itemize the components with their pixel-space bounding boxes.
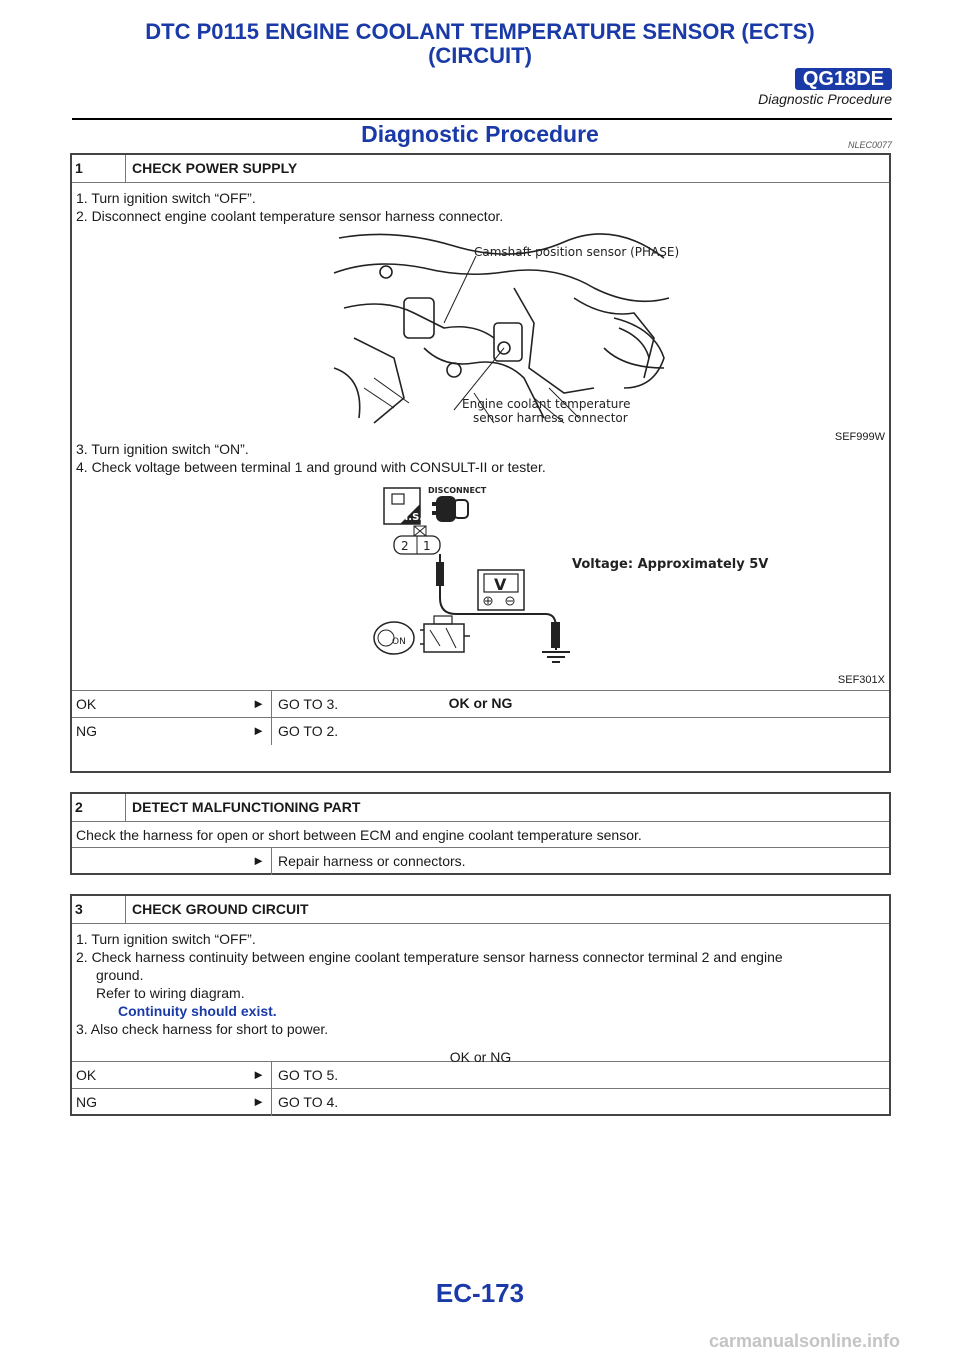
instruction-line: 1. Turn ignition switch “OFF”. — [76, 931, 256, 947]
step-number: 3 — [72, 896, 126, 923]
result-label: NG — [76, 1094, 97, 1110]
header-subtitle: Diagnostic Procedure — [758, 91, 892, 107]
ts-label: T.S. — [403, 512, 424, 523]
key-on-label: ON — [392, 637, 406, 647]
ok-ng-question: OK or NG — [449, 1049, 512, 1065]
instruction-line: ground. — [96, 967, 144, 983]
result-row-ng — [72, 1089, 889, 1116]
step-3-box — [70, 894, 891, 1116]
instruction-line: 2. Disconnect engine coolant temperature sensor harness connector. — [76, 208, 504, 224]
instruction-line: 3. Turn ignition switch “ON”. — [76, 441, 249, 457]
arrow-right-icon: ► — [252, 1067, 265, 1082]
step-title: CHECK GROUND CIRCUIT — [132, 901, 309, 917]
ts-icon — [384, 488, 423, 524]
page-title: Diagnostic Procedure — [361, 121, 599, 147]
result-action[interactable]: GO TO 5. — [278, 1067, 339, 1083]
section-title-line1: DTC P0115 ENGINE COOLANT TEMPERATURE SENSOR (ECTS) — [145, 19, 815, 44]
instruction-line: Refer to wiring diagram. — [96, 985, 245, 1001]
step-1-box — [70, 153, 891, 773]
spec-text: Continuity should exist. — [118, 1003, 277, 1019]
instruction-line: 1. Turn ignition switch “OFF”. — [76, 190, 256, 206]
engine-bay-illustration — [334, 228, 680, 428]
instruction-line: Check the harness for open or short between ECM and engine coolant temperature sensor. — [76, 827, 642, 843]
instruction-line: 2. Check harness continuity between engine coolant temperature sensor harness connector terminal 2 and engine — [76, 949, 783, 965]
figure-label: sensor harness connector — [473, 411, 628, 425]
engine-icon — [420, 616, 470, 652]
terminal-1: 1 — [423, 539, 431, 553]
watermark: carmanualsonline.info — [708, 1331, 900, 1351]
result-action[interactable]: GO TO 2. — [278, 723, 339, 739]
step-number: 2 — [72, 794, 126, 821]
arrow-right-icon: ► — [252, 1094, 265, 1109]
meter-label: V — [494, 575, 507, 594]
section-title — [60, 20, 900, 68]
model-badge: QG18DE — [795, 68, 892, 90]
step-3-body — [72, 924, 889, 1065]
result-label: OK — [76, 1067, 97, 1083]
ok-ng-question: OK or NG — [448, 695, 513, 711]
result-row-repair — [72, 848, 889, 875]
step-number: 1 — [72, 155, 126, 182]
terminal-2: 2 — [401, 539, 409, 553]
result-action[interactable]: GO TO 3. — [278, 696, 339, 712]
figure-code: SEF999W — [834, 431, 885, 443]
result-label: NG — [76, 723, 97, 739]
step-2-header — [72, 794, 889, 822]
step-2-box — [70, 792, 891, 875]
section-title-line2: (CIRCUIT) — [428, 43, 532, 68]
step-2-body — [72, 822, 889, 848]
header-rule — [72, 118, 892, 120]
step-3-header — [72, 896, 889, 924]
disconnect-label: DISCONNECT — [428, 486, 487, 495]
figure-code: SEF301X — [837, 674, 885, 686]
result-row-ng — [72, 718, 889, 745]
result-label: OK — [76, 696, 97, 712]
result-row-ok — [72, 1062, 889, 1089]
disconnect-icon — [428, 486, 487, 522]
header-right — [758, 68, 892, 107]
ignition-key-icon — [374, 622, 414, 654]
voltage-spec: Voltage: Approximately 5V — [572, 557, 769, 572]
step-title: DETECT MALFUNCTIONING PART — [132, 799, 361, 815]
page-ref-code: NLEC0077 — [847, 140, 892, 150]
step-title: CHECK POWER SUPPLY — [132, 160, 298, 176]
result-action[interactable]: GO TO 4. — [278, 1094, 339, 1110]
figure-engine-photo — [76, 225, 885, 443]
figure-label: Engine coolant temperature — [462, 397, 631, 411]
voltmeter-icon — [478, 570, 524, 610]
figure-voltage-check — [76, 476, 885, 684]
result-action: Repair harness or connectors. — [278, 853, 466, 869]
instruction-line: 3. Also check harness for short to power. — [76, 1021, 329, 1037]
voltage-check-diagram — [296, 478, 769, 678]
arrow-right-icon: ► — [252, 723, 265, 738]
page-number: EC-173 — [435, 1278, 525, 1308]
instruction-line: 4. Check voltage between terminal 1 and ground with CONSULT-II or tester. — [76, 459, 546, 475]
arrow-right-icon: ► — [252, 696, 265, 711]
figure-label: Camshaft position sensor (PHASE) — [474, 245, 680, 259]
connector-terminals — [394, 526, 440, 554]
step-1-header — [72, 155, 889, 183]
arrow-right-icon: ► — [252, 853, 265, 868]
